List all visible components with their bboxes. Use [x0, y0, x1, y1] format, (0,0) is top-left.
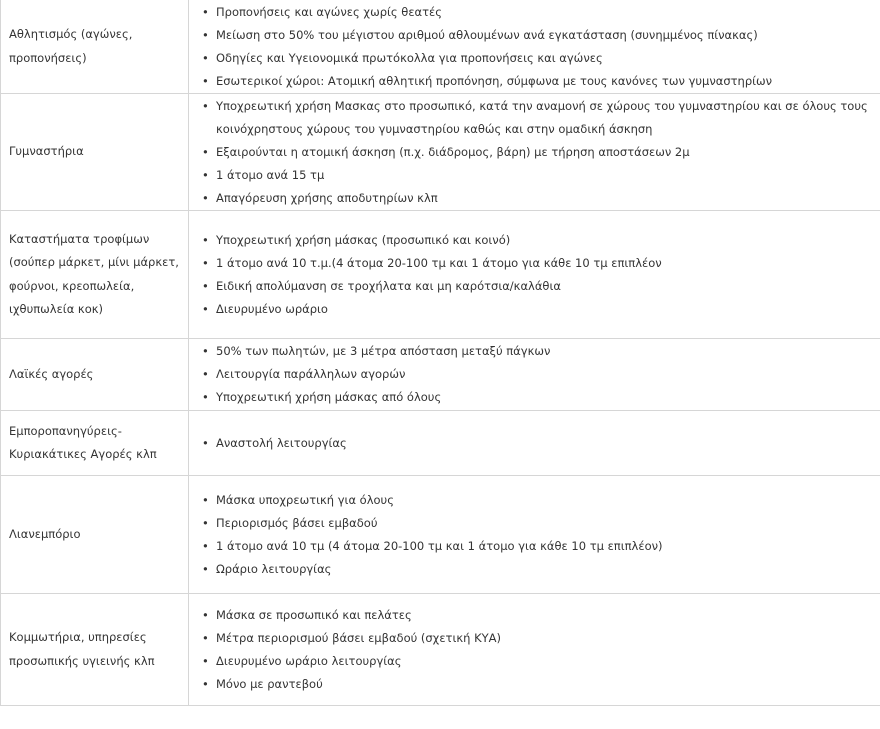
measures-list	[200, 489, 870, 581]
list-item: • Απαγόρευση χρήσης αποδυτηρίων κλπ	[200, 187, 870, 210]
list-item: • Μάσκα υποχρεωτική για όλους	[200, 489, 870, 512]
table-row-retail	[1, 476, 880, 594]
category-cell: Γυμναστήρια	[1, 94, 189, 211]
measures-list	[200, 95, 870, 210]
list-item: • Περιορισμός βάσει εμβαδού	[200, 512, 870, 535]
list-item: • Ωράριο λειτουργίας	[200, 558, 870, 581]
list-item: • Μάσκα σε προσωπικό και πελάτες	[200, 604, 870, 627]
list-item: • Μόνο με ραντεβού	[200, 673, 870, 696]
list-item: • Μείωση στο 50% του μέγιστου αριθμού αθλουμένων ανά εγκατάσταση (συνημμένος πίνακας)	[200, 24, 870, 47]
details-cell	[189, 411, 880, 476]
category-cell: Λαϊκές αγορές	[1, 339, 189, 411]
details-cell	[189, 94, 880, 211]
details-cell	[189, 339, 880, 411]
details-cell	[189, 211, 880, 339]
category-cell: Κομμωτήρια, υπηρεσίες προσωπικής υγιεινής κλπ	[1, 594, 189, 706]
list-item: • Υποχρεωτική χρήση μάσκας (προσωπικό και κοινό)	[200, 229, 870, 252]
category-cell: Αθλητισμός (αγώνες, προπονήσεις)	[1, 0, 189, 94]
measures-list	[200, 340, 870, 409]
list-item: • Μέτρα περιορισμού βάσει εμβαδού (σχετική ΚΥΑ)	[200, 627, 870, 650]
measures-list	[200, 229, 870, 321]
list-item: • Διευρυμένο ωράριο	[200, 298, 870, 321]
list-item: • Αναστολή λειτουργίας	[200, 432, 870, 455]
list-item: • Ειδική απολύμανση σε τροχήλατα και μη καρότσια/καλάθια	[200, 275, 870, 298]
category-cell: Καταστήματα τροφίμων (σούπερ μάρκετ, μίνι μάρκετ, φούρνοι, κρεοπωλεία, ιχθυπωλεία κοκ)	[1, 211, 189, 339]
category-cell: Λιανεμπόριο	[1, 476, 189, 594]
list-item: • Εσωτερικοί χώροι: Ατομική αθλητική προπόνηση, σύμφωνα με τους κανόνες των γυμναστηρίων	[200, 70, 870, 93]
list-item: • Οδηγίες και Υγειονομικά πρωτόκολλα για προπονήσεις και αγώνες	[200, 47, 870, 70]
details-cell	[189, 594, 880, 706]
list-item: • 1 άτομο ανά 15 τμ	[200, 164, 870, 187]
list-item: • 1 άτομο ανά 10 τμ (4 άτομα 20-100 τμ και 1 άτομο για κάθε 10 τμ επιπλέον)	[200, 535, 870, 558]
table-row-hair-salons	[1, 594, 880, 706]
list-item: • Υποχρεωτική χρήση μάσκας από όλους	[200, 386, 870, 409]
category-cell: Εμποροπανηγύρεις-Κυριακάτικες Αγορές κλπ	[1, 411, 189, 476]
details-cell	[189, 476, 880, 594]
list-item: • Προπονήσεις και αγώνες χωρίς θεατές	[200, 1, 870, 24]
list-item: • Υποχρεωτική χρήση Μασκας στο προσωπικό, κατά την αναμονή σε χώρους του γυμναστηρίου και σε όλους τους κοινόχρηστους χώρους του γυμναστηρίου καθώς και στην ομαδική άσκηση	[200, 95, 870, 141]
table-row-gyms	[1, 94, 880, 211]
table-row-fairs	[1, 411, 880, 476]
measures-list	[200, 432, 870, 455]
list-item: • 50% των πωλητών, με 3 μέτρα απόσταση μεταξύ πάγκων	[200, 340, 870, 363]
list-item: • 1 άτομο ανά 10 τ.μ.(4 άτομα 20-100 τμ και 1 άτομο για κάθε 10 τμ επιπλέον	[200, 252, 870, 275]
measures-list	[200, 604, 870, 696]
list-item: • Διευρυμένο ωράριο λειτουργίας	[200, 650, 870, 673]
list-item: • Λειτουργία παράλληλων αγορών	[200, 363, 870, 386]
table-row-street-markets	[1, 339, 880, 411]
details-cell	[189, 0, 880, 94]
table-row-food-stores	[1, 211, 880, 339]
table-row-sports	[1, 0, 880, 94]
measures-list	[200, 1, 870, 93]
list-item: • Εξαιρούνται η ατομική άσκηση (π.χ. διάδρομος, βάρη) με τήρηση αποστάσεων 2μ	[200, 141, 870, 164]
